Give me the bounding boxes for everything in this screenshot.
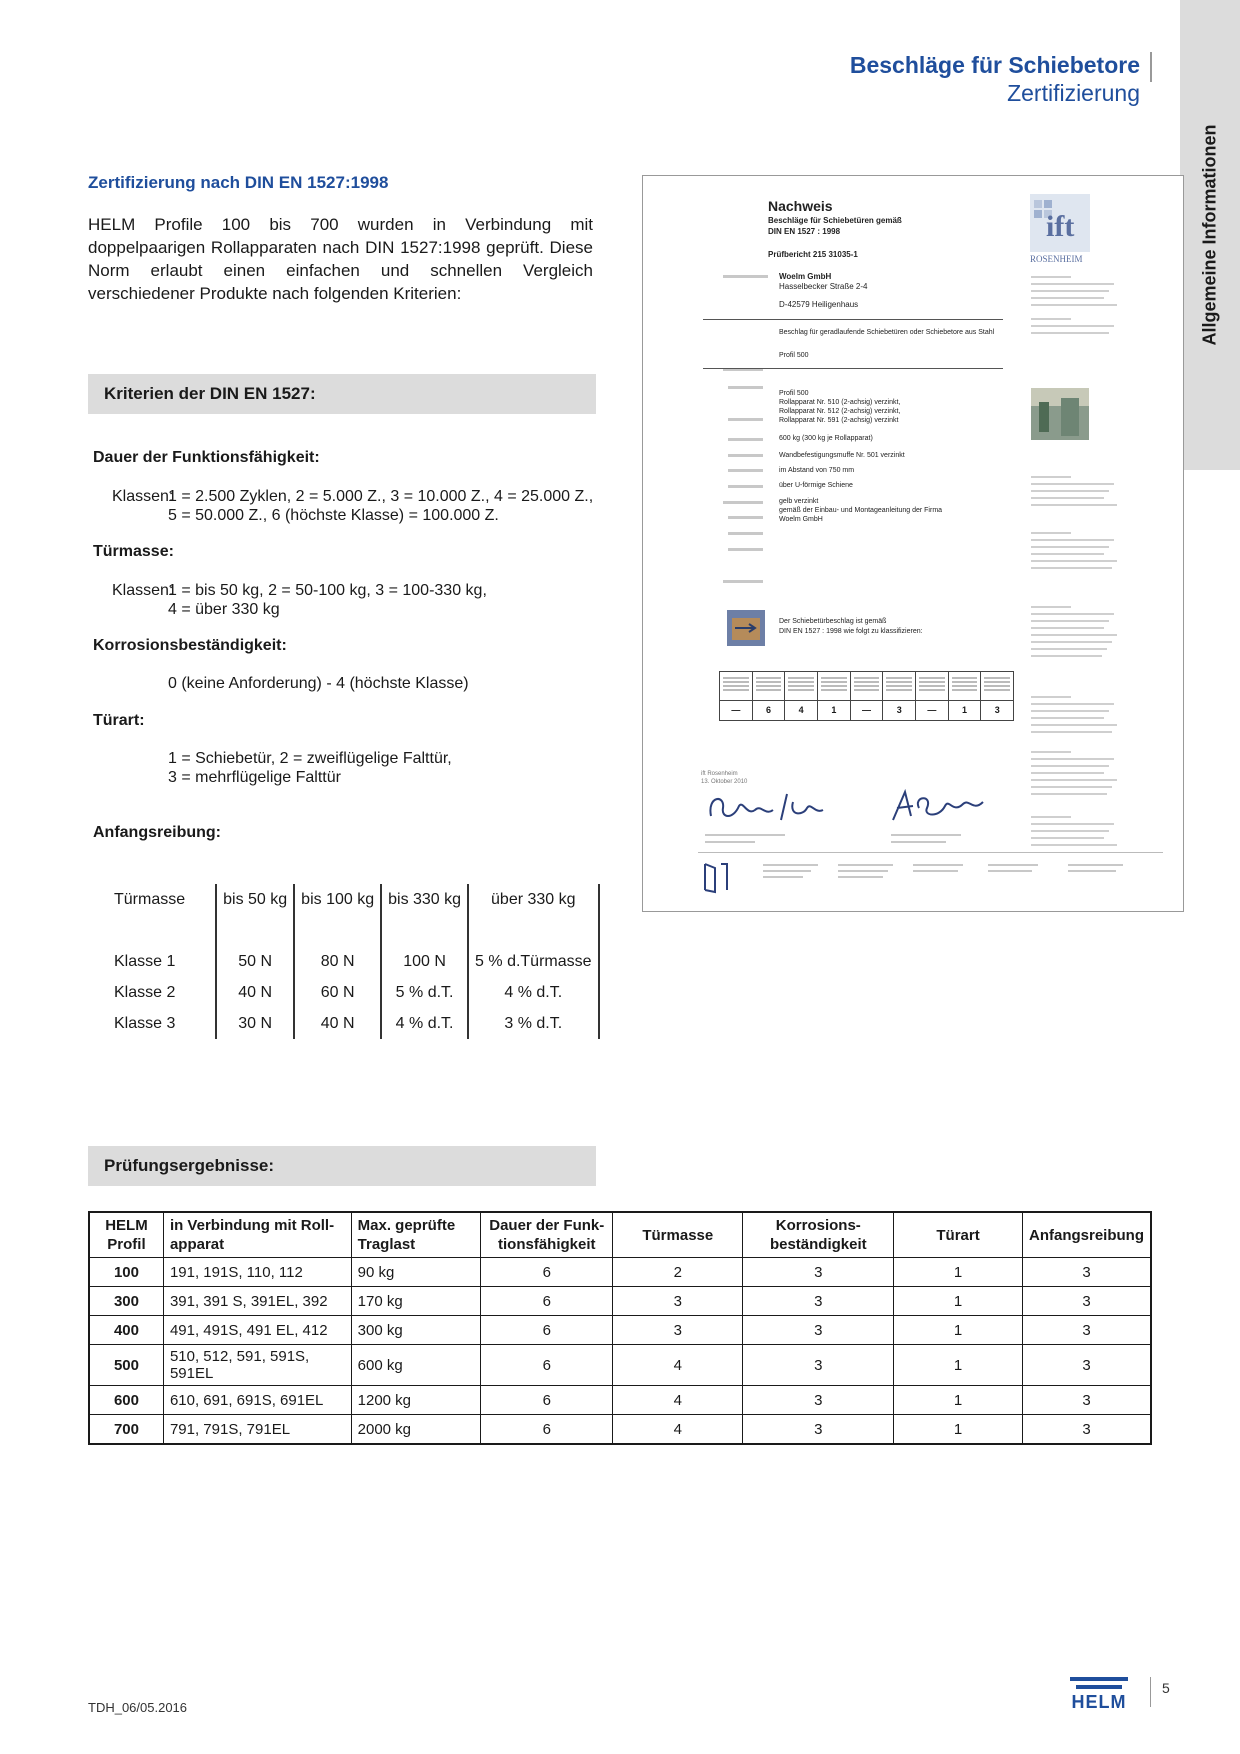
cert-faded-line: [1031, 567, 1112, 569]
results-cell: 3: [1023, 1415, 1152, 1445]
friction-cell: 60 N: [294, 977, 381, 1008]
cert-faded-label: [763, 870, 811, 872]
friction-table: [104, 884, 600, 1039]
friction-cell: Klasse 2: [114, 983, 176, 1001]
results-col-dauer: [481, 1212, 613, 1258]
results-col-tuermasse: Türmasse: [613, 1212, 743, 1258]
cert-faded-line: [1031, 696, 1071, 698]
cert-faded-label: [728, 454, 763, 457]
cert-faded-line: [1031, 297, 1104, 299]
side-tab-label: Allgemeine Informationen: [1199, 124, 1220, 346]
results-table: [88, 1211, 1152, 1445]
korrosion-label: Korrosionsbeständigkeit:: [93, 637, 287, 654]
cert-faded-label: [723, 580, 763, 583]
helm-logo-bar: [1076, 1685, 1122, 1689]
cert-class-value: 3: [981, 700, 1013, 715]
tuerart-line1: 1 = Schiebetür, 2 = zweiflügelige Falttür,: [168, 750, 452, 767]
cert-line2: DIN EN 1527 : 1998: [768, 227, 841, 236]
results-cell: 1: [894, 1287, 1023, 1316]
cert-abstand: im Abstand von 750 mm: [779, 467, 855, 474]
criteria-heading: Kriterien der DIN EN 1527:: [88, 374, 596, 414]
results-cell: 6: [481, 1345, 613, 1386]
results-cell: 3: [1023, 1258, 1152, 1287]
cert-report: Prüfbericht 215 31035-1: [768, 250, 858, 259]
friction-row: [104, 1008, 599, 1039]
cert-faded-line: [1031, 710, 1109, 712]
cert-classify2: DIN EN 1527 : 1998 wie folgt zu klassifizieren:: [779, 628, 923, 635]
friction-cell: 5 % d.Türmasse: [468, 946, 598, 977]
ift-logo-sub: ROSENHEIM: [1030, 254, 1083, 264]
results-col-tuerart: Türart: [894, 1212, 1023, 1258]
results-cell: 6: [481, 1316, 613, 1345]
friction-cell: 40 N: [216, 977, 294, 1008]
cert-faded-line: [1031, 560, 1117, 562]
cert-faded-label: [838, 864, 893, 866]
cert-faded-line: [1031, 731, 1112, 733]
cert-roll3: Rollapparat Nr. 591 (2-achsig) verzinkt: [779, 417, 899, 424]
cert-faded-line: [1031, 703, 1114, 705]
dauer-prefix: Klassen:: [112, 488, 174, 505]
cert-class-cell: [980, 672, 1013, 720]
ift-logo-square: [1044, 200, 1052, 208]
anfangsreibung-label: Anfangsreibung:: [93, 824, 221, 841]
cert-faded-line: [1031, 830, 1109, 832]
friction-header-cell: bis 330 kg: [381, 884, 468, 915]
friction-row: [104, 977, 599, 1008]
cert-faded-label: [1068, 870, 1116, 872]
results-cell: 1: [894, 1258, 1023, 1287]
friction-spacer: [381, 915, 468, 946]
cert-laufschiene: Profil 500: [779, 390, 809, 397]
cert-faded-line: [1031, 648, 1107, 650]
cert-faded-line: [1031, 627, 1104, 629]
results-cell: 191, 191S, 110, 112: [163, 1258, 351, 1287]
friction-cell: 30 N: [216, 1008, 294, 1039]
results-cell: 1: [894, 1345, 1023, 1386]
cert-faded-line: [1031, 290, 1109, 292]
results-cell: 610, 691, 691S, 691EL: [163, 1386, 351, 1415]
cert-faded-label: [838, 876, 883, 878]
cert-place: ift Rosenheim: [701, 771, 738, 777]
results-header-row: [89, 1212, 1151, 1258]
footer-divider: [1150, 1677, 1151, 1707]
results-profil-cell: 300: [89, 1287, 163, 1316]
footer-doc-id: TDH_06/05.2016: [88, 1700, 188, 1715]
friction-spacer: [104, 915, 216, 946]
header-divider: [1150, 52, 1152, 82]
cert-faded-label: [913, 870, 958, 872]
friction-cell: 4 % d.T.: [381, 1008, 468, 1039]
results-heading: Prüfungsergebnisse:: [88, 1146, 596, 1186]
cert-faded-line: [1031, 318, 1071, 320]
results-cell: 2000 kg: [351, 1415, 481, 1445]
cert-fuehrung: über U-förmige Schiene: [779, 482, 853, 489]
cert-class-value: 6: [753, 700, 785, 715]
cert-separator: [703, 319, 1003, 320]
cert-faded-label: [988, 870, 1032, 872]
cert-faded-line: [1031, 751, 1071, 753]
cert-faded-line: [1031, 532, 1071, 534]
cert-class-head: [984, 677, 1010, 691]
cert-faded-line: [1031, 758, 1114, 760]
cert-separator: [703, 368, 1003, 369]
results-cell: 510, 512, 591, 591S, 591EL: [163, 1345, 351, 1386]
results-cell: 1200 kg: [351, 1386, 481, 1415]
ift-logo: [1028, 194, 1093, 266]
signature-stroke: [710, 794, 823, 820]
results-cell: 3: [1023, 1386, 1152, 1415]
friction-spacer-row: [104, 915, 599, 946]
results-col-anfangsreibung: Anfangsreibung: [1023, 1212, 1152, 1258]
friction-header-cell: Türmasse: [114, 890, 186, 908]
cert-faded-line: [1031, 717, 1104, 719]
tuermasse-line1: 1 = bis 50 kg, 2 = 50-100 kg, 3 = 100-330 kg,: [168, 582, 487, 599]
cert-class-value: 4: [785, 700, 817, 715]
cert-faded-line: [1031, 546, 1109, 548]
friction-spacer: [294, 915, 381, 946]
cert-faded-line: [1031, 276, 1071, 278]
results-cell: 600 kg: [351, 1345, 481, 1386]
cert-faded-label: [988, 864, 1038, 866]
cert-street: Hasselbecker Straße 2-4: [779, 282, 868, 291]
friction-cell: 100 N: [381, 946, 468, 977]
cert-faded-line: [1031, 553, 1104, 555]
results-cell: 3: [743, 1258, 894, 1287]
cert-faded-line: [1031, 641, 1112, 643]
cert-faded-line: [1031, 332, 1109, 334]
cert-class-cell: [784, 672, 817, 720]
cert-faded-line: [1031, 844, 1117, 846]
friction-spacer: [468, 915, 598, 946]
results-cell: 170 kg: [351, 1287, 481, 1316]
results-cell: 6: [481, 1287, 613, 1316]
intro-paragraph: HELM Profile 100 bis 700 wurden in Verbindung mit doppelpaarigen Rollapparaten nach DIN 1527:1998 geprüft. Diese Norm erlaubt einen einfachen und schnellen Vergleich verschiedener Produkte nach folgenden Kriterien:: [88, 215, 593, 303]
house-classification-icon: [727, 610, 765, 646]
results-cell: 3: [1023, 1316, 1152, 1345]
friction-header-row: [104, 884, 599, 915]
cert-faded-label: [891, 841, 946, 843]
cert-faded-line: [1031, 837, 1104, 839]
cert-class-head: [886, 677, 912, 691]
cert-faded-line: [1031, 606, 1071, 608]
cert-class-cell: [948, 672, 981, 720]
results-col-traglast: [351, 1212, 481, 1258]
cert-faded-label: [763, 876, 803, 878]
cert-faded-label: [891, 834, 961, 836]
cert-title: Nachweis: [768, 198, 833, 214]
photo-region: [1039, 402, 1049, 432]
cert-faded-line: [1031, 786, 1112, 788]
results-cell: 3: [613, 1316, 743, 1345]
col-line: tionsfähigkeit: [498, 1236, 596, 1253]
cert-faded-label: [728, 532, 763, 535]
cert-faded-line: [1031, 613, 1114, 615]
door-icon: [701, 860, 731, 894]
col-line: Traglast: [357, 1236, 416, 1253]
results-cell: 4: [613, 1386, 743, 1415]
cert-faded-label: [728, 516, 763, 519]
friction-cell: 40 N: [294, 1008, 381, 1039]
results-cell: 391, 391 S, 391EL, 392: [163, 1287, 351, 1316]
cert-faded-label: [728, 548, 763, 551]
results-cell: 6: [481, 1386, 613, 1415]
signature-stroke: [893, 792, 983, 820]
results-profil-cell: 700: [89, 1415, 163, 1445]
friction-cell: Klasse 3: [114, 1014, 176, 1032]
cert-faded-line: [1031, 779, 1117, 781]
cert-faded-label: [913, 864, 963, 866]
cert-class-cell: [720, 672, 752, 720]
product-photo-graphic: [1031, 388, 1089, 440]
cert-faded-label: [728, 485, 763, 488]
cert-faded-label: [728, 386, 763, 389]
cert-class-value: —: [851, 700, 883, 715]
results-profil-cell: 100: [89, 1258, 163, 1287]
cert-classify1: Der Schiebetürbeschlag ist gemäß: [779, 618, 887, 625]
results-cell: 2: [613, 1258, 743, 1287]
cert-faded-line: [1031, 823, 1114, 825]
friction-row: [104, 946, 599, 977]
header-subtitle: Zertifizierung: [1007, 80, 1140, 106]
results-cell: 3: [743, 1316, 894, 1345]
cert-class-head: [952, 677, 978, 691]
cert-einbau2: Woelm GmbH: [779, 516, 823, 523]
results-cell: 3: [1023, 1287, 1152, 1316]
friction-spacer: [216, 915, 294, 946]
cert-faded-line: [1031, 283, 1114, 285]
friction-header-cell: über 330 kg: [468, 884, 598, 915]
helm-logo: [1062, 1677, 1136, 1713]
cert-faded-line: [1031, 476, 1071, 478]
results-cell: 491, 491S, 491 EL, 412: [163, 1316, 351, 1345]
results-cell: 1: [894, 1316, 1023, 1345]
cert-oberflaeche: gelb verzinkt: [779, 498, 819, 505]
results-cell: 4: [613, 1345, 743, 1386]
cert-faded-label: [728, 469, 763, 472]
cert-faded-line: [1031, 655, 1102, 657]
cert-faded-label: [1068, 864, 1123, 866]
cert-faded-label: [728, 438, 763, 441]
cert-line1: Beschläge für Schiebetüren gemäß: [768, 216, 902, 225]
results-row: [89, 1345, 1151, 1386]
col-line: HELM: [105, 1217, 148, 1234]
cert-faded-label: [763, 864, 818, 866]
results-cell: 3: [743, 1415, 894, 1445]
signature-left: [703, 786, 833, 831]
cert-class-head: [854, 677, 880, 691]
friction-header-cell: bis 50 kg: [216, 884, 294, 915]
cert-faded-line: [1031, 772, 1104, 774]
results-row: [89, 1287, 1151, 1316]
cert-class-head: [756, 677, 782, 691]
cert-profile: Profil 500: [779, 352, 809, 359]
cert-class-value: 1: [818, 700, 850, 715]
cert-faded-line: [1031, 539, 1114, 541]
results-cell: 90 kg: [351, 1258, 481, 1287]
cert-faded-line: [1031, 634, 1117, 636]
cert-class-cell: [817, 672, 850, 720]
friction-cell: 4 % d.T.: [468, 977, 598, 1008]
friction-cell: Klasse 1: [114, 952, 176, 970]
cert-class-cell: [850, 672, 883, 720]
cert-class-cell: [882, 672, 915, 720]
friction-cell: 80 N: [294, 946, 381, 977]
cert-class-grid: [719, 671, 1014, 721]
results-row: [89, 1386, 1151, 1415]
certificate-image: [642, 175, 1184, 912]
cert-class-value: 1: [949, 700, 981, 715]
house-classification-graphic: [727, 610, 765, 646]
results-col-rollapparat: [163, 1212, 351, 1258]
side-tab: [1180, 0, 1240, 470]
cert-class-head: [919, 677, 945, 691]
dauer-line2: 5 = 50.000 Z., 6 (höchste Klasse) = 100.000 Z.: [168, 507, 499, 524]
results-profil-cell: 400: [89, 1316, 163, 1345]
helm-logo-bar: [1070, 1677, 1128, 1681]
cert-last: 600 kg (300 kg je Rollapparat): [779, 435, 873, 442]
results-row: [89, 1316, 1151, 1345]
cert-faded-line: [1031, 620, 1109, 622]
cert-muffe: Wandbefestigungsmuffe Nr. 501 verzinkt: [779, 452, 905, 459]
cert-roll1: Rollapparat Nr. 510 (2-achsig) verzinkt,: [779, 399, 901, 406]
door-stroke: [705, 864, 727, 892]
results-cell: 6: [481, 1415, 613, 1445]
results-col-profil: [89, 1212, 163, 1258]
tuermasse-label: Türmasse:: [93, 543, 174, 560]
ift-logo-square: [1034, 200, 1042, 208]
cert-class-value: —: [916, 700, 948, 715]
helm-logo-text: HELM: [1071, 1692, 1127, 1712]
cert-class-value: —: [720, 700, 752, 715]
cert-faded-label: [705, 834, 785, 836]
section-heading: Zertifizierung nach DIN EN 1527:1998: [88, 173, 389, 192]
col-line: beständigkeit: [769, 1236, 867, 1253]
dauer-line1: 1 = 2.500 Zyklen, 2 = 5.000 Z., 3 = 10.000 Z., 4 = 25.000 Z.,: [168, 488, 594, 505]
tuerart-line2: 3 = mehrflügelige Falttür: [168, 769, 341, 786]
cert-faded-label: [728, 418, 763, 421]
friction-cell: 50 N: [216, 946, 294, 977]
results-cell: 1: [894, 1415, 1023, 1445]
results-cell: 300 kg: [351, 1316, 481, 1345]
cert-faded-label: [723, 501, 763, 504]
results-cell: 3: [743, 1386, 894, 1415]
results-row: [89, 1258, 1151, 1287]
cert-city: D-42579 Heiligenhaus: [779, 300, 859, 309]
results-col-korrosion: [743, 1212, 894, 1258]
results-profil-cell: 500: [89, 1345, 163, 1386]
results-cell: 4: [613, 1415, 743, 1445]
cert-faded-label: [705, 841, 755, 843]
cert-faded-line: [1031, 765, 1109, 767]
cert-faded-line: [1031, 793, 1107, 795]
page-number: 5: [1162, 1680, 1170, 1696]
cert-class-head: [723, 677, 749, 691]
signature-right: [883, 786, 1003, 831]
korrosion-text: 0 (keine Anforderung) - 4 (höchste Klasse): [168, 675, 469, 692]
cert-faded-line: [1031, 504, 1117, 506]
dauer-label: Dauer der Funktionsfähigkeit:: [93, 449, 320, 466]
tuerart-label: Türart:: [93, 712, 145, 729]
cert-date: 13. Oktober 2010: [701, 779, 748, 785]
cert-faded-line: [1031, 816, 1071, 818]
tuermasse-prefix: Klassen:: [112, 582, 174, 599]
col-line: Korrosions-: [775, 1217, 861, 1234]
results-profil-cell: 600: [89, 1386, 163, 1415]
header-title: Beschläge für Schiebetore: [849, 52, 1140, 78]
results-row: [89, 1415, 1151, 1445]
cert-class-head: [821, 677, 847, 691]
cert-faded-line: [1031, 724, 1117, 726]
cert-class-head: [788, 677, 814, 691]
results-cell: 3: [613, 1287, 743, 1316]
col-line: Max. geprüfte: [357, 1217, 456, 1234]
photo-region: [1061, 398, 1079, 436]
results-cell: 1: [894, 1386, 1023, 1415]
tuermasse-line2: 4 = über 330 kg: [168, 601, 280, 618]
ift-logo-text: ift: [1046, 210, 1075, 243]
col-line: in Verbindung mit Roll-: [169, 1217, 335, 1234]
cert-class-cell: [915, 672, 948, 720]
cert-roll2: Rollapparat Nr. 512 (2-achsig) verzinkt,: [779, 408, 901, 415]
cert-faded-line: [1031, 497, 1104, 499]
cert-faded-line: [1031, 304, 1117, 306]
cert-einbau1: gemäß der Einbau- und Montageanleitung der Firma: [779, 507, 943, 514]
cert-faded-label: [723, 275, 768, 278]
cert-faded-line: [1031, 325, 1114, 327]
results-cell: 3: [743, 1345, 894, 1386]
cert-class-cell: [752, 672, 785, 720]
cert-class-value: 3: [883, 700, 915, 715]
friction-cell: 5 % d.T.: [381, 977, 468, 1008]
ift-logo-square: [1034, 210, 1042, 218]
col-line: apparat: [169, 1236, 225, 1253]
results-cell: 6: [481, 1258, 613, 1287]
col-line: Profil: [107, 1236, 146, 1253]
cert-faded-label: [838, 870, 888, 872]
cert-product-photo: [1031, 388, 1089, 440]
cert-bottom-line: [698, 852, 1163, 853]
results-cell: 3: [1023, 1345, 1152, 1386]
cert-product: Beschlag für geradlaufende Schiebetüren oder Schiebetore aus Stahl: [779, 329, 995, 336]
cert-company: Woelm GmbH: [779, 272, 832, 281]
friction-header-cell: bis 100 kg: [294, 884, 381, 915]
results-cell: 791, 791S, 791EL: [163, 1415, 351, 1445]
results-cell: 3: [743, 1287, 894, 1316]
cert-faded-line: [1031, 483, 1114, 485]
cert-faded-line: [1031, 490, 1109, 492]
col-line: Dauer der Funk-: [489, 1217, 605, 1234]
friction-cell: 3 % d.T.: [468, 1008, 598, 1039]
